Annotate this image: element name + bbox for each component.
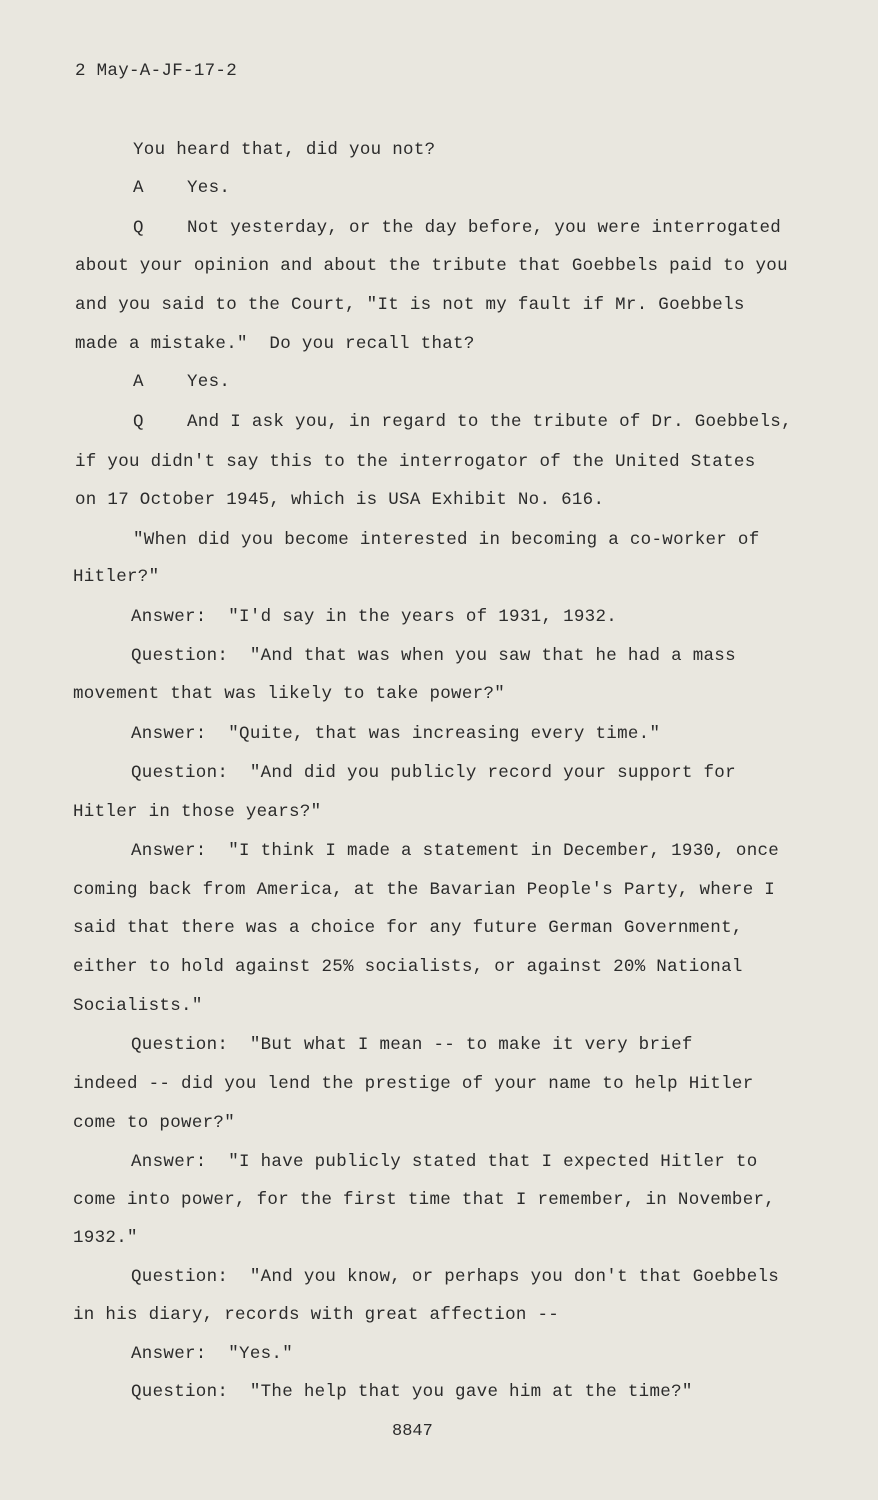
text-line: made a mistake." Do you recall that? <box>75 334 475 354</box>
text-line: Question: "The help that you gave him at the time?" <box>131 1382 693 1402</box>
text-line: Question: "And did you publicly record your support for <box>131 763 736 783</box>
text-line: in his diary, records with great affection -- <box>73 1305 560 1325</box>
text-line: come to power?" <box>73 1113 236 1133</box>
text-line: Answer: "I'd say in the years of 1931, 1932. <box>131 607 618 627</box>
text-line: said that there was a choice for any future German Government, <box>73 918 743 938</box>
text-line: A Yes. <box>133 372 231 392</box>
text-line: A Yes. <box>133 178 231 198</box>
text-line: coming back from America, at the Bavarian People's Party, where I <box>73 880 776 900</box>
document-header: 2 May-A-JF-17-2 <box>75 61 238 81</box>
text-line: Question: "And you know, or perhaps you don't that Goebbels <box>131 1267 780 1287</box>
text-line: Q Not yesterday, or the day before, you were interrogated <box>133 218 782 238</box>
text-line: either to hold against 25% socialists, or against 20% National <box>73 957 743 977</box>
text-line: Question: "And that was when you saw that he had a mass <box>131 646 736 666</box>
text-line: Answer: "I think I made a statement in December, 1930, once <box>131 841 780 861</box>
text-line: Hitler?" <box>73 567 160 587</box>
text-line: Socialists." <box>73 996 203 1016</box>
text-line: Answer: "I have publicly stated that I expected Hitler to <box>131 1152 758 1172</box>
text-line: You heard that, did you not? <box>133 140 436 160</box>
text-line: on 17 October 1945, which is USA Exhibit No. 616. <box>75 490 605 510</box>
text-line: Hitler in those years?" <box>73 802 322 822</box>
page-number: 8847 <box>392 1422 433 1441</box>
text-line: come into power, for the first time that I remember, in November, <box>73 1190 776 1210</box>
text-line: Q And I ask you, in regard to the tribute of Dr. Goebbels, <box>133 412 792 432</box>
text-line: indeed -- did you lend the prestige of your name to help Hitler <box>73 1074 754 1094</box>
text-line: Question: "But what I mean -- to make it very brief <box>131 1035 693 1055</box>
text-line: Answer: "Yes." <box>131 1344 294 1364</box>
text-line: about your opinion and about the tribute that Goebbels paid to you <box>75 256 788 276</box>
text-line: Answer: "Quite, that was increasing every time." <box>131 724 661 744</box>
text-line: "When did you become interested in becoming a co-worker of <box>133 530 760 550</box>
text-line: and you said to the Court, "It is not my fault if Mr. Goebbels <box>75 295 745 315</box>
text-line: 1932." <box>73 1228 138 1248</box>
text-line: movement that was likely to take power?" <box>73 684 506 704</box>
text-line: if you didn't say this to the interrogator of the United States <box>75 452 756 472</box>
